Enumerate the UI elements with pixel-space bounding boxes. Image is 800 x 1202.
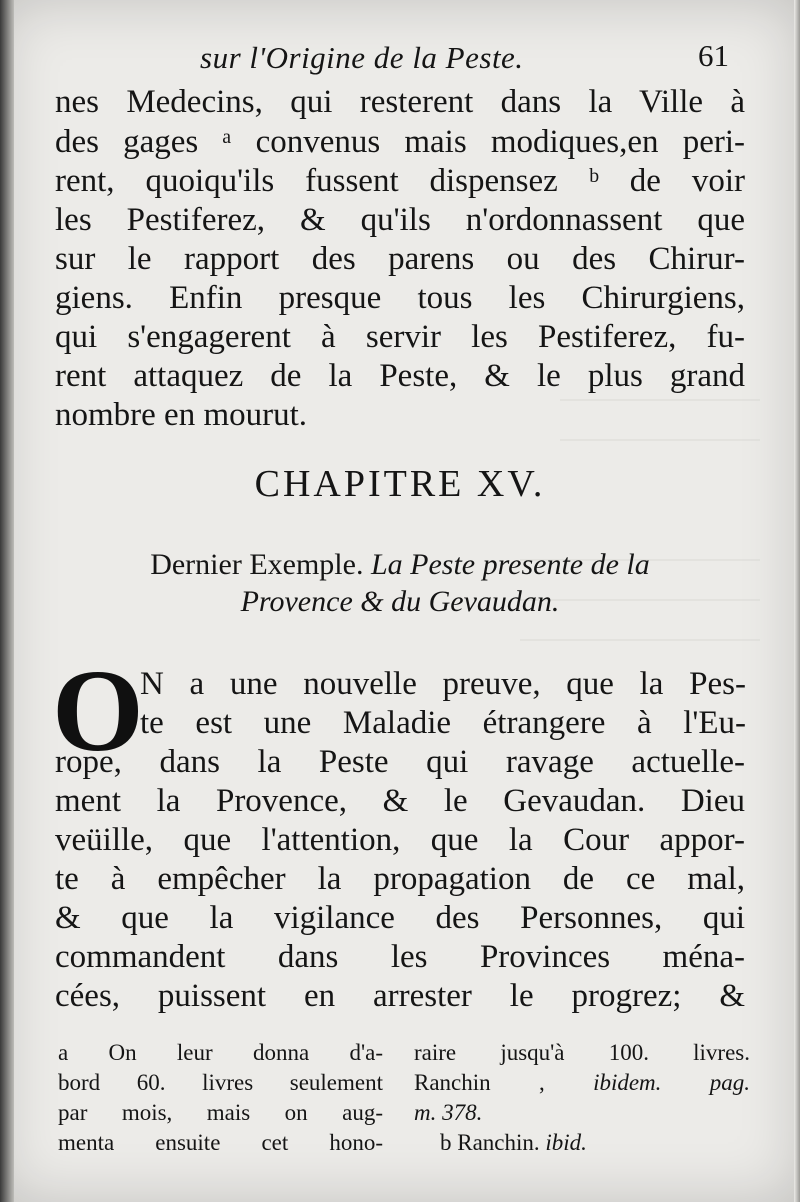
text-line: commandent dans les Provinces ména-	[55, 939, 745, 975]
text-line: ment la Provence, & le Gevaudan. Dieu	[55, 783, 745, 819]
text-line: te est une Maladie étrangere à l'Eu-	[140, 705, 746, 741]
text-line: veüille, que l'attention, que la Cour appor-	[55, 822, 745, 858]
footnote-line: m. 378.	[414, 1100, 483, 1125]
footnote-reference: ibidem. pag.	[593, 1070, 750, 1095]
text-line: des gages ᵃ convenus mais modiques,en peri-	[55, 124, 745, 160]
text-line: sur le rapport des parens ou des Chirur-	[55, 241, 745, 277]
running-head: sur l'Origine de la Peste.	[200, 40, 524, 75]
footnote-line: a On leur donna d'a-	[58, 1040, 383, 1065]
footnote-line: bord 60. livres seulement	[58, 1070, 383, 1095]
text-line: rent attaquez de la Peste, & le plus grand	[55, 358, 745, 394]
footnote-reference: ibid.	[545, 1130, 587, 1155]
text-line: nombre en mourut.	[55, 397, 308, 433]
drop-cap: O	[52, 645, 144, 776]
footnote-source: b Ranchin.	[440, 1130, 540, 1155]
text-line: & que la vigilance des Personnes, qui	[55, 900, 745, 936]
footnote-line: par mois, mais on aug-	[58, 1100, 383, 1125]
text-line: qui s'engagerent à servir les Pestiferez, fu-	[55, 319, 745, 355]
text-line: cées, puissent en arrester le progrez; &	[55, 978, 745, 1014]
text-line: nes Medecins, qui resterent dans la Ville à	[55, 84, 745, 120]
footnote-source: Ranchin ,	[414, 1070, 545, 1095]
text-line: N a une nouvelle preuve, que la Pes-	[140, 666, 746, 702]
footnote-line	[414, 1068, 750, 1098]
subtitle-roman: Dernier Exemple.	[150, 548, 364, 581]
text-line: giens. Enfin presque tous les Chirurgiens,	[55, 280, 745, 316]
footnote-line: raire jusqu'à 100. livres.	[414, 1040, 750, 1065]
text-line: les Pestiferez, & qu'ils n'ordonnassent que	[55, 202, 745, 238]
text-line: rope, dans la Peste qui ravage actuelle-	[55, 744, 745, 780]
chapter-subtitle-line-2: Provence & du Gevaudan.	[240, 585, 560, 618]
footnote-line	[440, 1128, 587, 1158]
footnote-line: menta ensuite cet hono-	[58, 1130, 383, 1155]
chapter-title: CHAPITRE XV.	[254, 463, 546, 505]
text-line: te à empêcher la propagation de ce mal,	[55, 861, 745, 897]
text-line: rent, quoiqu'ils fussent dispensez ᵇ de voir	[55, 163, 745, 199]
page-number: 61	[698, 38, 729, 73]
subtitle-italic: La Peste presente de la	[370, 548, 650, 581]
chapter-subtitle	[0, 548, 800, 582]
